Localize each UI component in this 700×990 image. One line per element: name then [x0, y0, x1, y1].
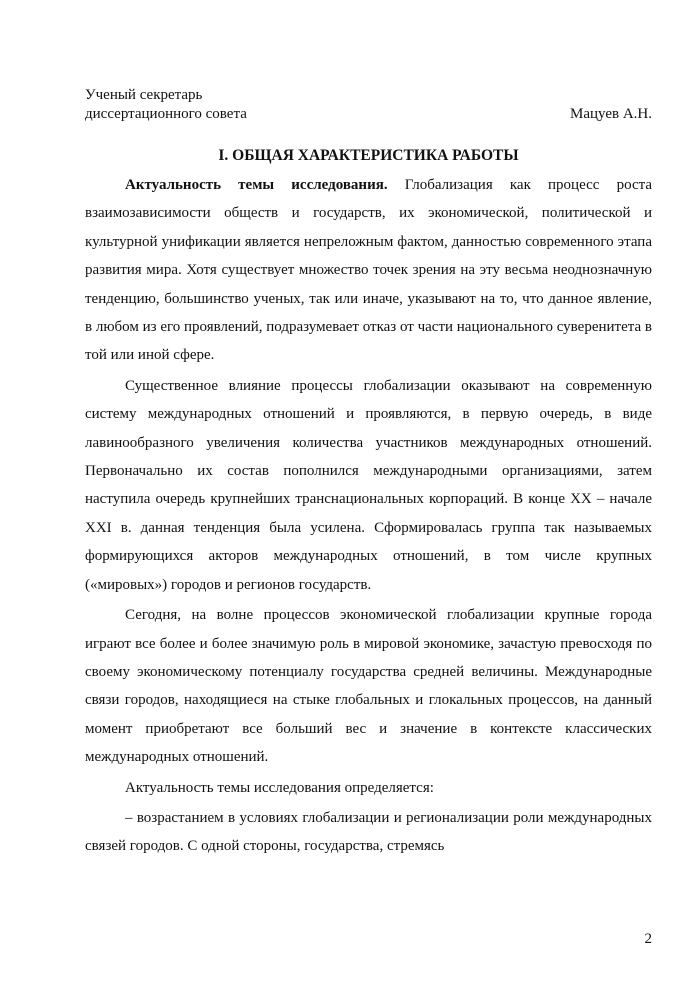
paragraph-globalization-influence: Существенное влияние процессы глобализации оказывают на современную систему международных отношений и проявляются, в первую очередь, в виде лавинообразного увеличения количества участников международных отношений. Первоначально их состав пополнился международными организациями, затем наступила очередь крупнейших транснациональных корпораций. В конце XX – начале XXI в. данная тенденция была усилена. Сформировалась группа так называемых формирующихся акторов международных отношений, в том числе крупных («мировых») городов и регионов государств. [85, 377, 652, 593]
paragraph-lead: Актуальность темы исследования. [125, 177, 388, 193]
signature-row [85, 105, 652, 124]
paragraph-text: Глобализация как процесс роста взаимозависимости обществ и государств, их экономической, политической и культурной унификации является непреложным фактом, данностью современного этапа развития мира. Хотя существует множество точек зрения на эту весьма неоднозначную тенденцию, большинство ученых, так или иначе, указывают на то, что данное явление, в любом из его проявлений, подразумевает отказ от части национального суверенитета в той или иной сфере. [85, 177, 652, 364]
body-text [85, 171, 652, 861]
paragraph-list-item: – возрастанием в условиях глобализации и регионализации роли международных связей городов. С одной стороны, государства, стремясь [85, 809, 652, 855]
paragraph-relevance [85, 171, 652, 370]
paragraph-relevance-intro: Актуальность темы исследования определяется: [125, 779, 434, 796]
signature-name: Мацуев А.Н. [570, 106, 652, 122]
signature-block [85, 86, 652, 124]
signature-position-line1: Ученый секретарь [85, 87, 203, 103]
signature-position-line2: диссертационного совета [85, 106, 247, 122]
section-heading: I. ОБЩАЯ ХАРАКТЕРИСТИКА РАБОТЫ [218, 147, 519, 164]
paragraph-cities-role: Сегодня, на волне процессов экономической глобализации крупные города играют все более и более значимую роль в мировой экономике, зачастую превосходя по своему экономическому потенциалу государства средней величины. Международные связи городов, находящиеся на стыке глобальных и глокальных процессов, на данный момент приобретают все больший вес и значение в контексте классических международных отношений. [85, 607, 652, 766]
page-number: 2 [644, 931, 652, 947]
